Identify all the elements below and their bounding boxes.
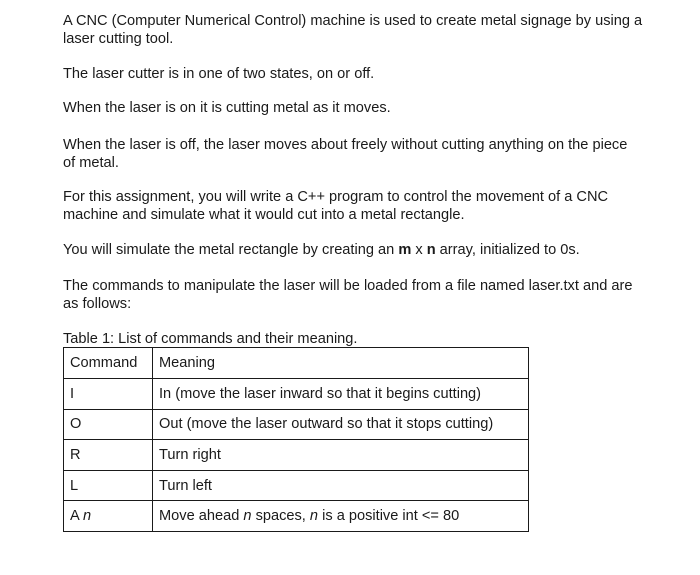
table-row (64, 379, 529, 410)
table-row (64, 440, 529, 471)
laser-states-paragraph: The laser cutter is in one of two states, on or off. (63, 66, 375, 82)
header-command: Command (64, 348, 153, 379)
table-row (64, 501, 529, 532)
commands-paragraph: The commands to manipulate the laser will be loaded from a file named laser.txt and are as follows: (63, 278, 633, 312)
meaning-cell: Turn right (153, 440, 529, 471)
command-cell: A n (64, 501, 153, 532)
table-row (64, 409, 529, 440)
commands-table (63, 347, 529, 532)
array-n: n (426, 242, 436, 258)
meaning-cell: In (move the laser inward so that it begins cutting) (153, 379, 529, 410)
meaning-cell: Turn left (153, 470, 529, 501)
table-caption: Table 1: List of commands and their meaning. (63, 331, 358, 347)
table-row (64, 470, 529, 501)
command-cell: L (64, 470, 153, 501)
laser-off-paragraph: When the laser is off, the laser moves about freely without cutting anything on the piece of metal. (63, 137, 628, 171)
command-cell: R (64, 440, 153, 471)
command-cell: O (64, 409, 153, 440)
meaning-cell: Out (move the laser outward so that it stops cutting) (153, 409, 529, 440)
header-meaning: Meaning (153, 348, 529, 379)
intro-paragraph: A CNC (Computer Numerical Control) machine is used to create metal signage by using a laser cutting tool. (63, 13, 643, 47)
meaning-cell: Move ahead n spaces, n is a positive int <= 80 (153, 501, 529, 532)
laser-on-paragraph: When the laser is on it is cutting metal as it moves. (63, 100, 391, 116)
command-cell: I (64, 379, 153, 410)
assignment-paragraph: For this assignment, you will write a C++ program to control the movement of a CNC machine and simulate what it would cut into a metal rectangle. (63, 189, 609, 223)
table-header-row (64, 348, 529, 379)
array-m: m (398, 242, 412, 258)
array-paragraph: You will simulate the metal rectangle by creating an m x n array, initialized to 0s. (63, 242, 580, 258)
